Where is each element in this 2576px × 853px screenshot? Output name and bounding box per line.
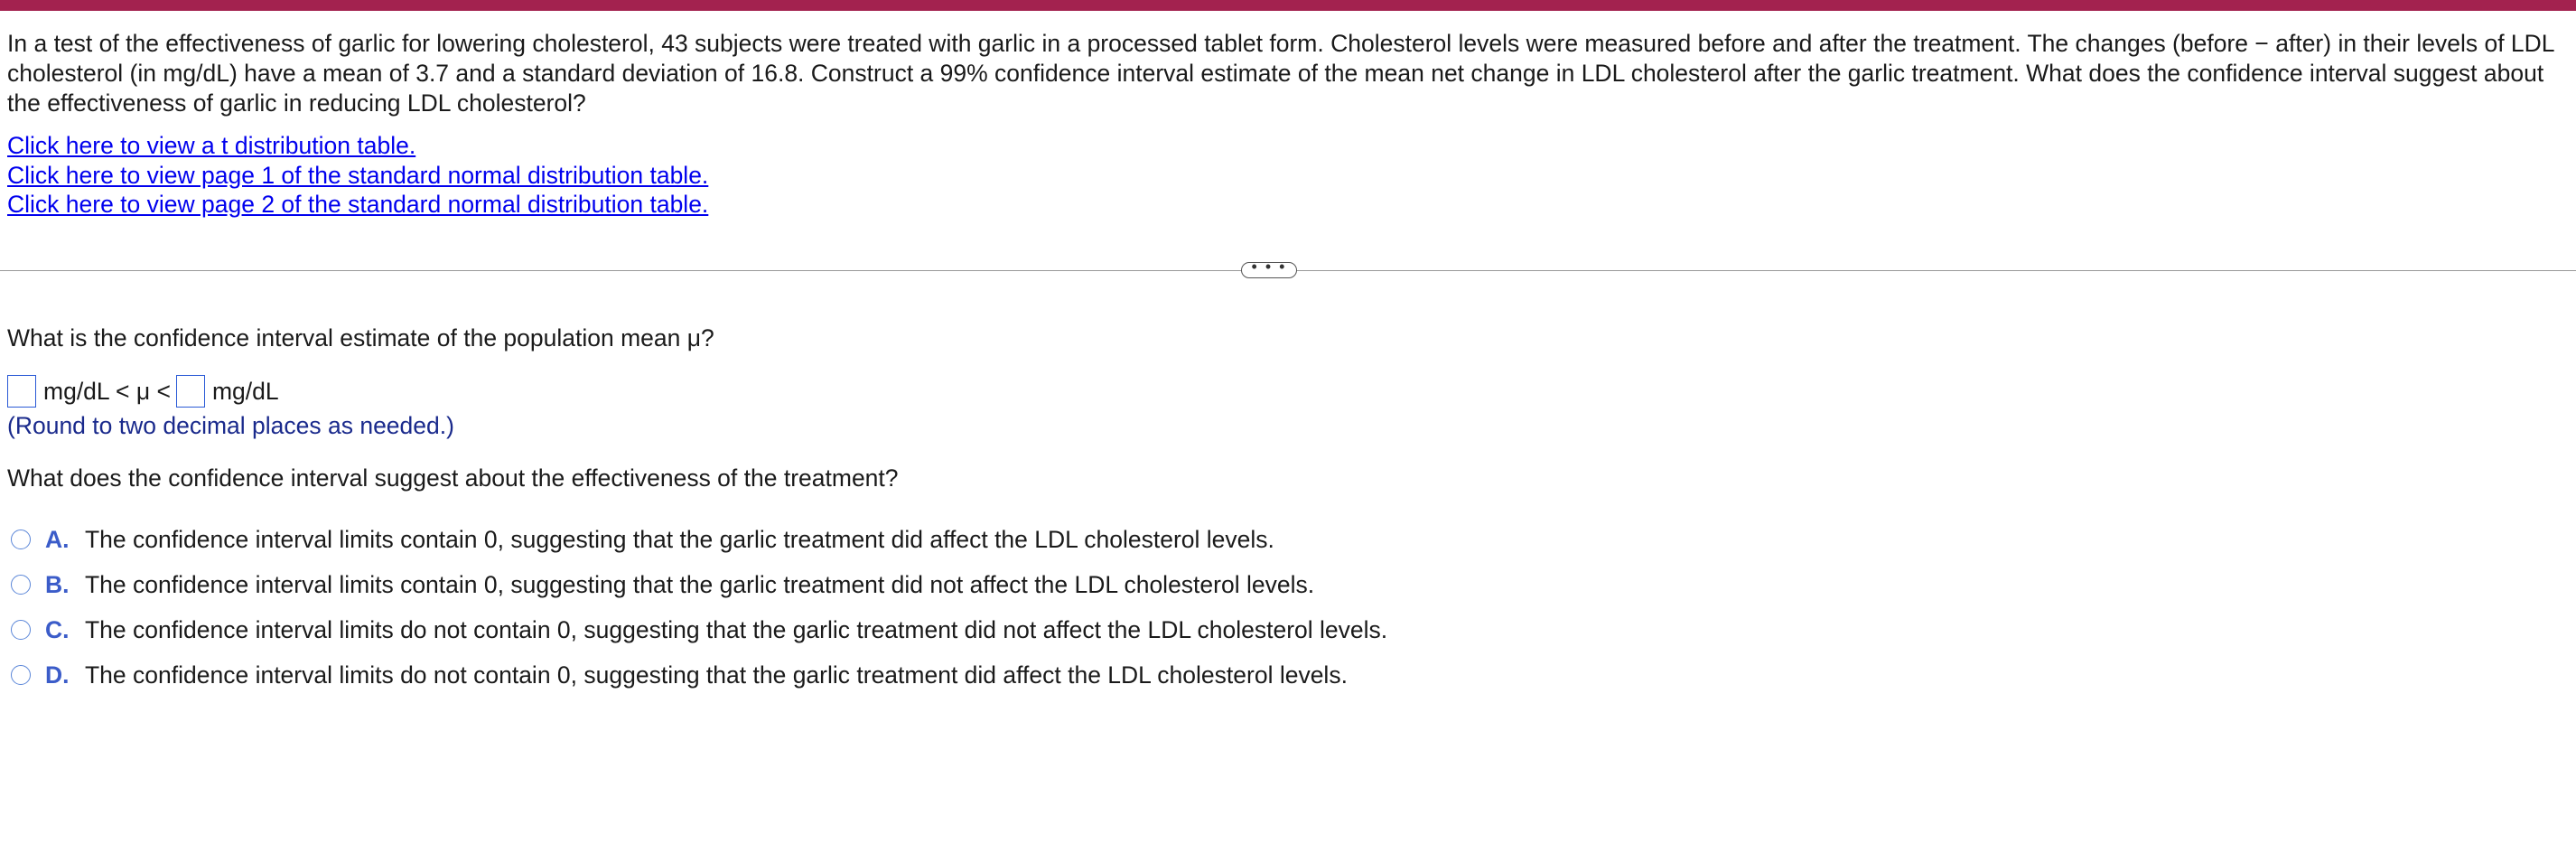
t-table-link[interactable]: Click here to view a t distribution table.	[7, 132, 416, 159]
problem-statement: In a test of the effectiveness of garlic for lowering cholesterol, 43 subjects were treated with garlic in a processed tablet form. Cholesterol levels were measured before and after the treatment. The changes (before − after) in their levels of LDL cholesterol (in mg/dL) have a mean of 3.7 and a standard deviation of 16.8. Construct a 99% confidence interval estimate of the mean net change in LDL cholesterol after the garlic treatment. What does the confidence interval suggest about the effectiveness of garlic in reducing LDL cholesterol?	[7, 30, 2554, 117]
option-d[interactable]	[11, 660, 1348, 690]
part2-question: What does the confidence interval suggest about the effectiveness of the treatment?	[7, 464, 899, 492]
option-text: The confidence interval limits do not contain 0, suggesting that the garlic treatment did not affect the LDL cholesterol levels.	[85, 615, 1388, 643]
rounding-hint: (Round to two decimal places as needed.)	[7, 412, 454, 439]
expand-more-button[interactable]	[1241, 258, 1297, 278]
part1-question: What is the confidence interval estimate of the population mean μ?	[7, 324, 714, 352]
reference-links	[7, 131, 708, 220]
option-letter: A.	[45, 525, 70, 553]
interval-answer-row	[7, 374, 285, 408]
interval-middle-text: mg/dL < μ <	[43, 377, 171, 405]
normal-table-page1-link[interactable]: Click here to view page 1 of the standard normal distribution table.	[7, 161, 709, 189]
option-text: The confidence interval limits contain 0, suggesting that the garlic treatment did affect the LDL cholesterol levels.	[85, 525, 1274, 553]
option-a[interactable]	[11, 524, 1274, 555]
lower-bound-input[interactable]	[7, 375, 36, 408]
option-letter: D.	[45, 661, 70, 689]
radio-button-icon[interactable]	[11, 530, 31, 549]
radio-button-icon[interactable]	[11, 620, 31, 640]
option-c[interactable]	[11, 614, 1387, 645]
radio-button-icon[interactable]	[11, 665, 31, 685]
top-accent-bar	[0, 0, 2576, 11]
normal-table-page2-link[interactable]: Click here to view page 2 of the standard normal distribution table.	[7, 191, 709, 218]
ellipsis-icon: • • •	[1251, 258, 1287, 276]
upper-bound-input[interactable]	[176, 375, 205, 408]
interval-unit-text: mg/dL	[211, 377, 279, 405]
option-b[interactable]	[11, 569, 1314, 600]
option-letter: B.	[45, 570, 70, 598]
option-text: The confidence interval limits do not contain 0, suggesting that the garlic treatment did affect the LDL cholesterol levels.	[85, 661, 1348, 689]
option-letter: C.	[45, 615, 70, 643]
radio-button-icon[interactable]	[11, 575, 31, 595]
option-text: The confidence interval limits contain 0, suggesting that the garlic treatment did not affect the LDL cholesterol levels.	[85, 570, 1315, 598]
